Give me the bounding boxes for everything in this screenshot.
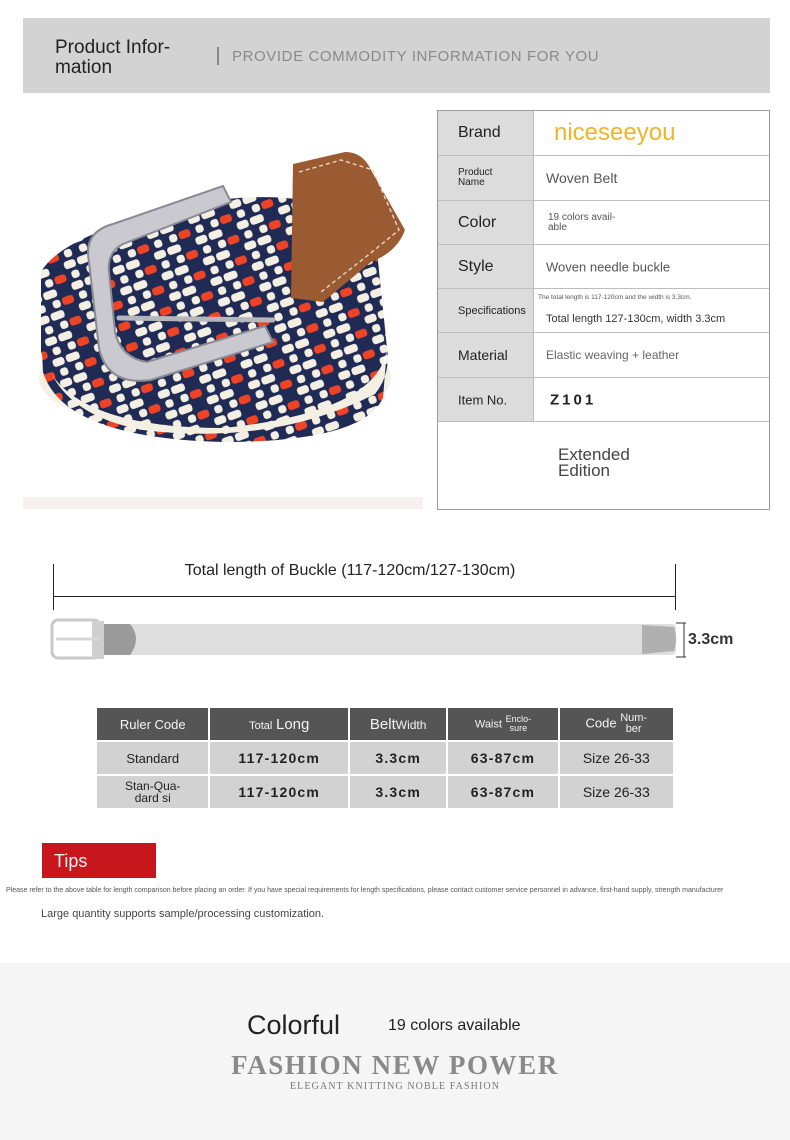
row-0-code: Size 26-33 [560, 742, 673, 774]
row-0-width: 3.3cm [350, 742, 446, 774]
row-1-ruler: Stan-Qua- dard si [97, 776, 208, 808]
spec-note: The total length is 117-120cm and the width is 3.3cm. [538, 294, 692, 301]
info-row-product-name [438, 156, 769, 201]
row-0-waist: 63-87cm [448, 742, 557, 774]
info-row-brand [438, 111, 769, 156]
material-value: Elastic weaving + leather [546, 348, 680, 362]
extended-edition: Extended Edition [558, 445, 630, 480]
info-row-item-no [438, 378, 769, 422]
header-total-long: Total Long [210, 708, 348, 740]
size-table [95, 706, 675, 810]
item-value: Z101 [550, 391, 597, 408]
style-value: Woven needle buckle [546, 259, 671, 274]
material-label: Material [458, 347, 508, 363]
header-divider [217, 47, 219, 65]
product-info-table [437, 110, 770, 510]
item-label: Item No. [458, 392, 508, 407]
info-row-style [438, 245, 769, 289]
row-1-code: Size 26-33 [560, 776, 673, 808]
spec-label: Specifications [458, 304, 526, 317]
style-label: Style [458, 257, 494, 275]
colorful-heading: Colorful [247, 1010, 341, 1040]
brand-value: niceseeyou [554, 119, 676, 146]
width-bracket [676, 620, 688, 660]
tips-badge [42, 843, 156, 878]
header-belt-width: BeltWidth [350, 708, 446, 740]
dimension-line [53, 596, 676, 597]
row-1-width: 3.3cm [350, 776, 446, 808]
width-label: 3.3cm [688, 631, 734, 648]
spec-value: Total length 127-130cm, width 3.3cm [546, 313, 726, 325]
header-code-number: Code Num- ber [560, 708, 673, 740]
page-subtitle: PROVIDE COMMODITY INFORMATION FOR YOU [232, 48, 600, 65]
tips-note-customization: Large quantity supports sample/processing customization. [41, 908, 325, 920]
info-row-specifications [438, 289, 769, 333]
header-waist-enclosure: Waist Enclo- sure [448, 708, 557, 740]
colors-available: 19 colors available [388, 1017, 521, 1034]
row-0-ruler: Standard [97, 742, 208, 774]
table-row [97, 776, 673, 808]
row-1-waist: 63-87cm [448, 776, 557, 808]
tips-label: Tips [54, 851, 88, 871]
tips-note: Please refer to the above table for length comparison before placing an order. If you have special requirements for length specifications, please contact customer service personnel in advance, first-hand supply, strength manufacturer [6, 887, 724, 894]
fashion-headline: FASHION NEW POWER [231, 1050, 559, 1080]
color-label: Color [458, 213, 497, 231]
total-length-label: Total length of Buckle (117-120cm/127-130cm) [184, 562, 516, 579]
product-name-value: Woven Belt [546, 170, 618, 186]
size-table-header [97, 708, 673, 740]
fashion-tagline: ELEGANT KNITTING NOBLE FASHION [289, 1081, 501, 1092]
belt-diagram [50, 618, 690, 662]
dimension-right-tick [675, 564, 676, 610]
page-title: Product Infor- mation [55, 37, 171, 78]
header-ruler-code: Ruler Code [97, 708, 208, 740]
table-row [97, 742, 673, 774]
product-name-label: Product Name [458, 167, 493, 188]
brand-label: Brand [458, 124, 501, 141]
belt-photo [23, 112, 423, 510]
info-row-material [438, 333, 769, 378]
info-row-color [438, 201, 769, 245]
row-1-total: 117-120cm [210, 776, 348, 808]
photo-floor [23, 497, 423, 509]
color-value: 19 colors avail- able [548, 211, 616, 233]
row-0-total: 117-120cm [210, 742, 348, 774]
